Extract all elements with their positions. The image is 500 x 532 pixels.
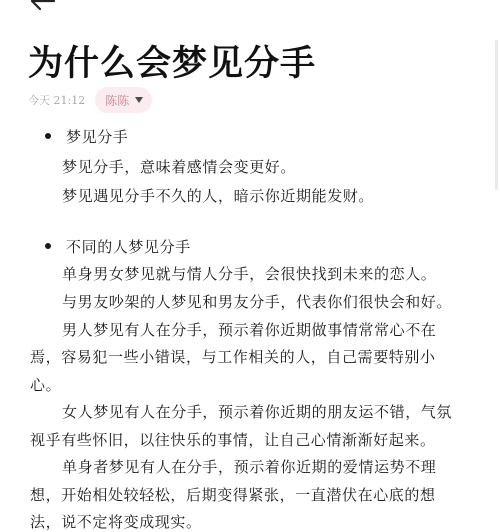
article-meta: [28, 86, 152, 114]
arrow-left-icon[interactable]: [28, 0, 56, 18]
body-line: 焉，容易犯一些小错误，与工作相关的人，自己需要特别小: [30, 348, 436, 366]
body-line: 梦见遇见分手不久的人，暗示你近期能发财。: [62, 187, 375, 205]
body-line: 梦见分手，意味着感情会变更好。: [62, 158, 297, 176]
author-chip[interactable]: [95, 87, 152, 113]
body-line: 单身者梦见有人在分手，预示着你近期的爱情运势不理: [62, 458, 437, 476]
body-line: 男人梦见有人在分手，预示着你近期做事情常常心不在: [62, 321, 437, 339]
bullet-dot-icon: [45, 243, 51, 249]
scrollbar[interactable]: [495, 40, 498, 190]
section-heading: 不同的人梦见分手: [66, 238, 191, 256]
author-name: 陈陈: [105, 93, 130, 108]
bullet-dot-icon: [45, 133, 51, 139]
body-line: 法，说不定将变成现实。: [30, 513, 202, 531]
body-line: 与男友吵架的人梦见和男友分手，代表你们很快会和好。: [62, 293, 453, 311]
body-line: 女人梦见有人在分手，预示着你近期的朋友运不错，气氛: [62, 403, 453, 421]
body-line: 视乎有些怀旧，以往快乐的事情，让自己心情渐渐好起来。: [30, 431, 436, 449]
body-line: 单身男女梦见就与情人分手，会很快找到未来的恋人。: [62, 265, 437, 283]
body-line: 想，开始相处较轻松，后期变得紧张，一直潜伏在心底的想: [30, 486, 436, 504]
page-title: 为什么会梦见分手: [28, 43, 317, 84]
timestamp: 今天 21:12: [28, 94, 86, 107]
section-heading: 梦见分手: [66, 128, 129, 146]
chevron-down-icon: [135, 97, 143, 103]
body-line: 心。: [30, 376, 62, 394]
